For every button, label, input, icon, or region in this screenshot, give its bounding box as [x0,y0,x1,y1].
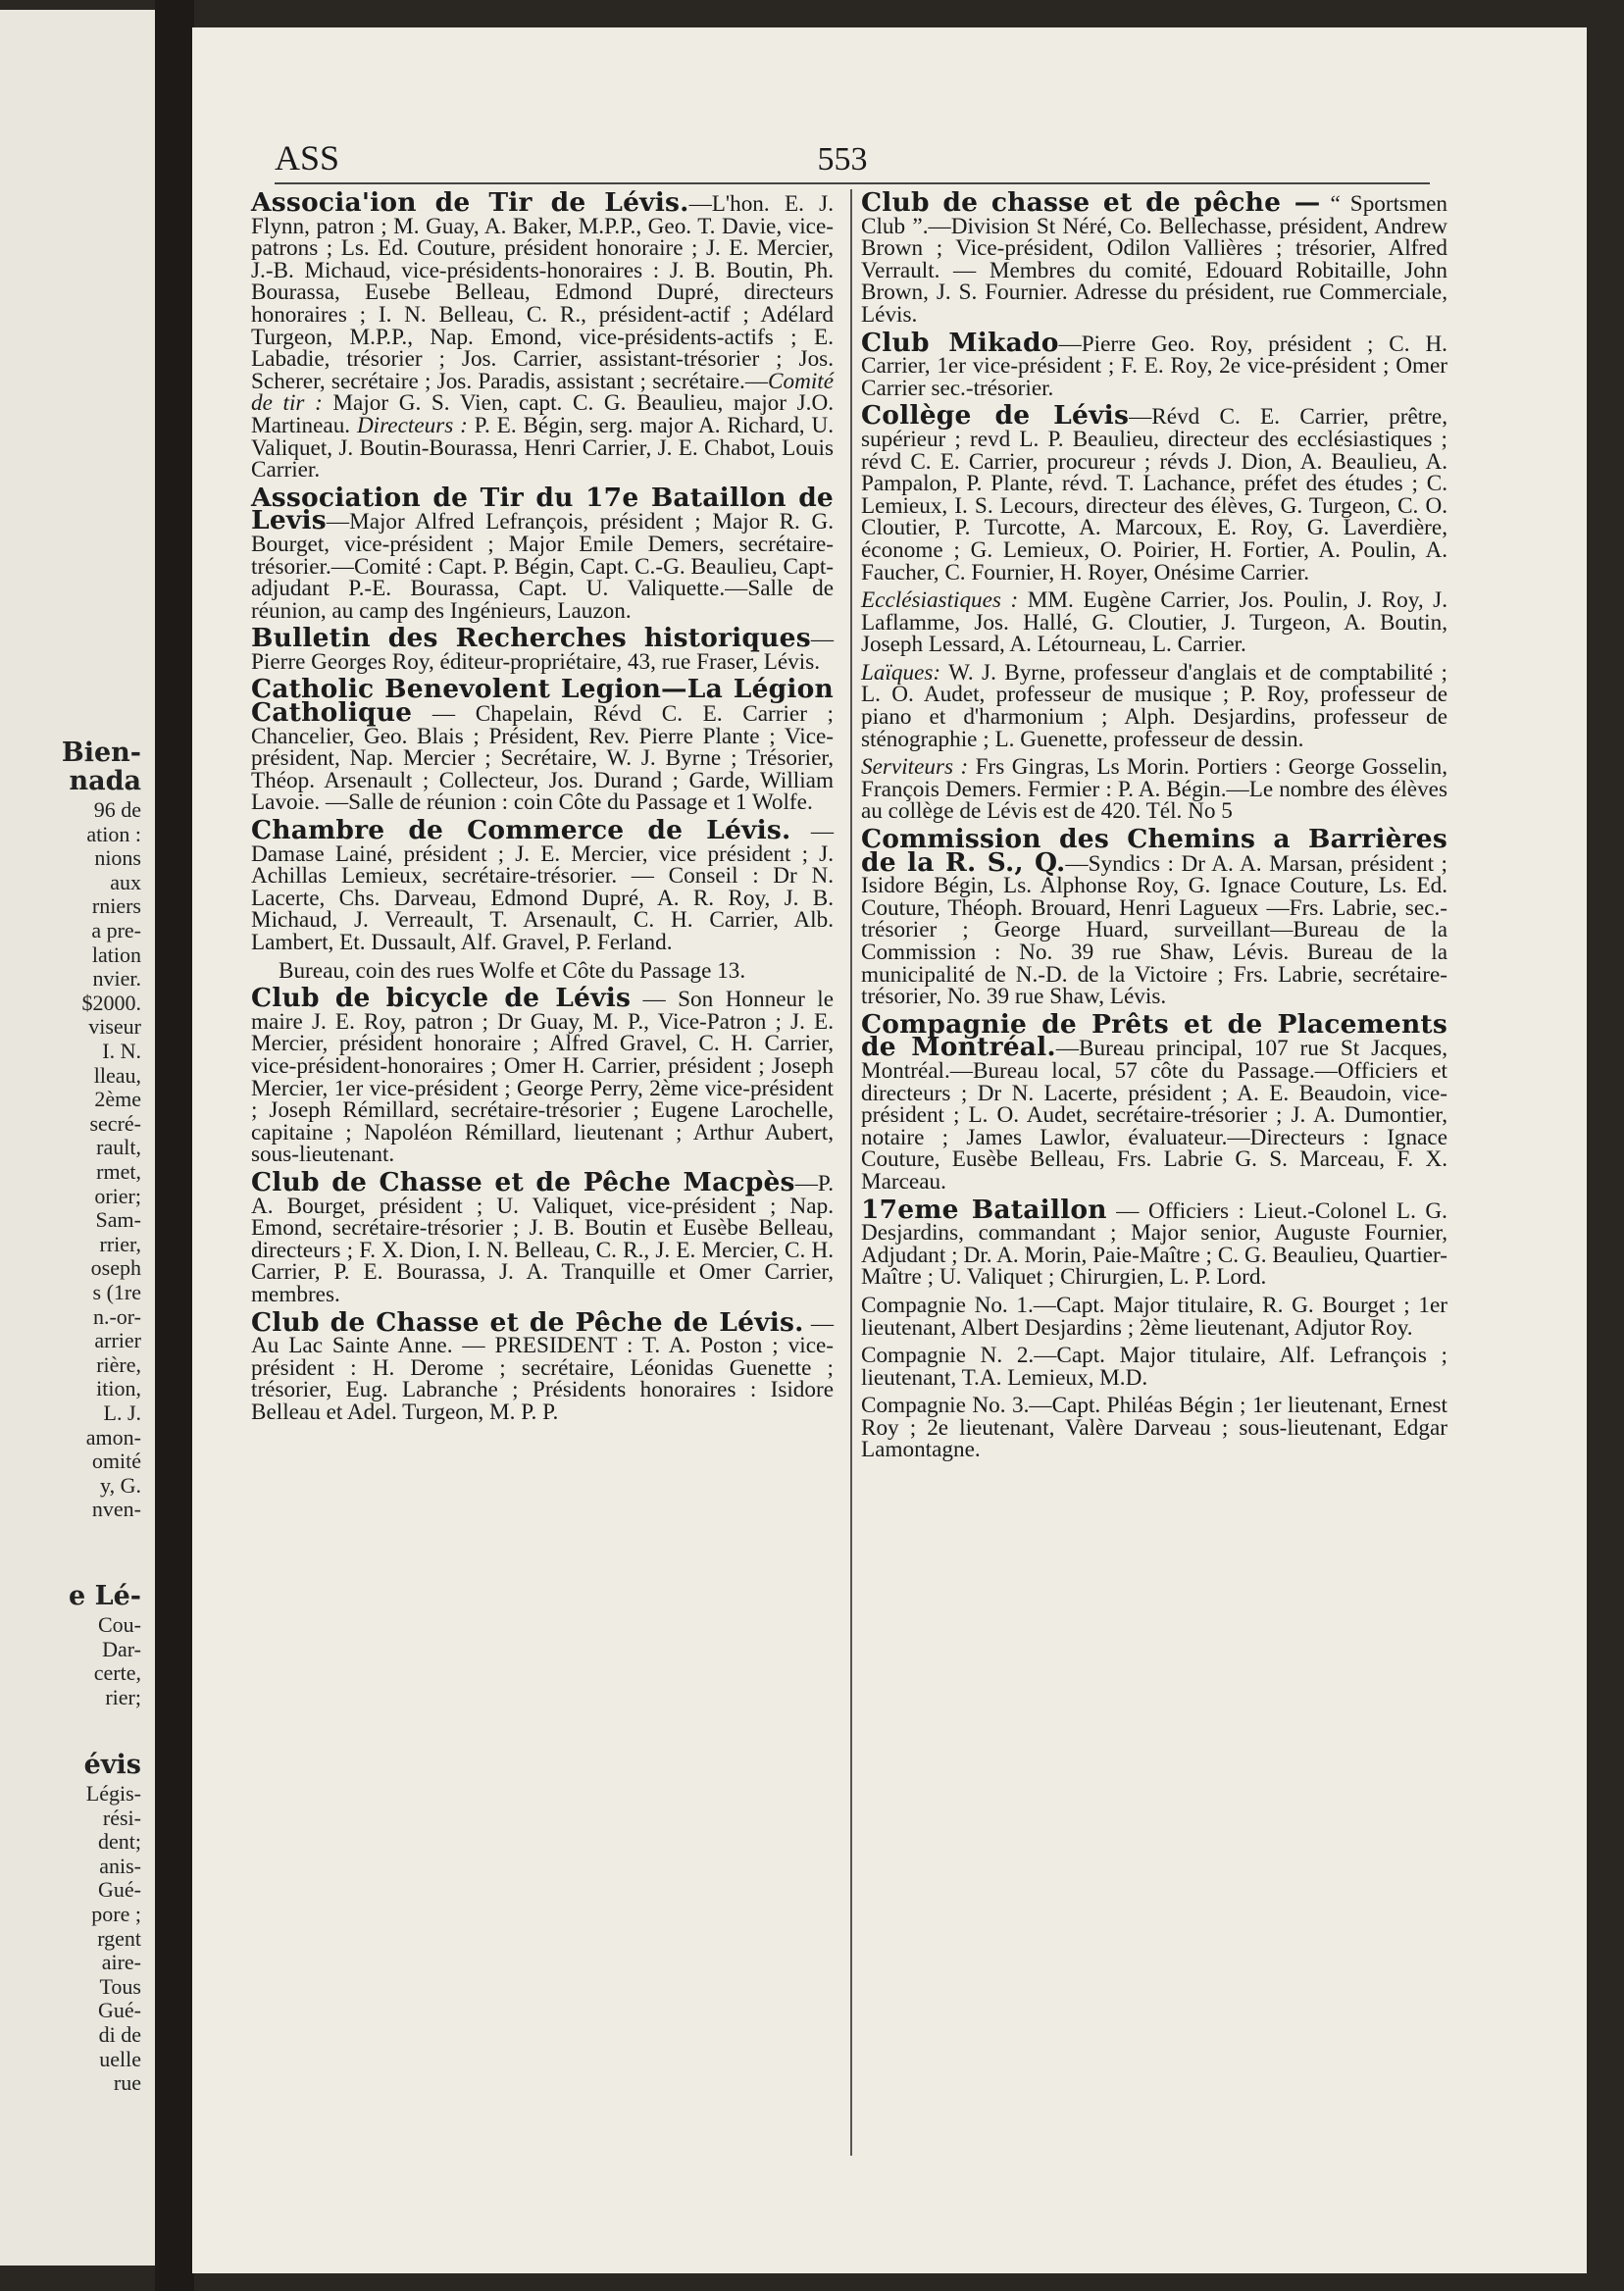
facing-page-fragment: ation : [86,821,141,846]
directory-entry [861,824,1447,1010]
facing-page-fragment: e Lé- [69,1581,141,1611]
entry-subheading: Directeurs : [356,412,468,438]
entry-heading: Chambre de Commerce de Lévis. [251,815,791,846]
running-head: ASS [275,138,340,178]
entry-text: Compagnie N. 2.—Capt. Major titulaire, Alf. Lefrançois ; lieutenant, T.A. Lemieux, M.D. [861,1343,1447,1391]
entry-subheading: Serviteurs : [861,754,969,781]
facing-page-fragment: nvier. [92,966,141,992]
facing-page-fragment: dent; [98,1829,141,1855]
directory-entry [861,1292,1447,1341]
facing-page-fragment: 96 de [93,797,141,822]
entry-heading: Compagnie de Prêts et de Placements de Montréal. [861,1008,1447,1063]
facing-page-fragment: ition, [96,1376,141,1401]
facing-page-fragment: anis- [99,1853,141,1878]
facing-page-fragment: rière, [96,1351,141,1377]
facing-page-fragment: Sam- [95,1207,141,1233]
facing-page-fragment: certe, [93,1660,141,1686]
facing-page-fragment: I. N. [102,1039,141,1063]
entry-text: — Chapelain, Révd C. E. Carrier ; Chancelier, Geo. Blais ; Président, Rev. Pierre Plante ; Vice-président, Nap. Mercier ; Secrétaire, W. J. Byrne ; Trésorier, Théop. Arsenault ; Collecteur, Jos. Durand ; Garde, William Lavoie. —Salle de réunion : coin Côte du Passage et 1 Wolfe. [251,701,834,816]
facing-page-fragment: rgent [97,1925,141,1951]
facing-page-fragment: uelle [99,2046,141,2071]
facing-page-fragment: arrier [94,1328,141,1353]
facing-page-fragment: oseph [90,1255,141,1281]
facing-page-fragment: Dar- [102,1636,141,1661]
directory-entry [251,623,834,675]
entry-text: —P. A. Bourget, président ; U. Valiquet, vice-président ; Nap. Emond, secrétaire-trésorier ; J. B. Boutin et Eusèbe Belleau, directeurs ; F. X. Dion, I. N. Belleau, C. R., J. E. Mercier, C. H. Carrier, P. E. Bourassa, J. A. Tranquille et Omer Carrier, membres. [251,1170,834,1307]
facing-page-fragment: lation [91,942,141,967]
facing-page-fragment: aire- [101,1950,141,1975]
entry-text: —Révd C. E. Carrier, prêtre, supérieur ; revd L. P. Beaulieu, directeur des ecclésiastiques ; révd C. E. Carrier, procureur ; révds J. Dion, A. Beaulieu, A. Pampalon, P. Plante, révd. T. Lachance, préfet des études ; C. Lemieux, I. S. Lecours, directeur des élèves, G. Turgeon, C. O. Cloutier, P. Turcotte, A. Marcoux, E. Roy, G. Laverdière, économe ; G. Lemieux, O. Poirier, H. Fortier, A. Poulin, A. Faucher, C. Fournier, H. Royer, Onésime Carrier. [861,404,1447,585]
entry-heading: 17eme Bataillon [861,1194,1107,1225]
entry-heading: Club de bicycle de Lévis [251,983,632,1014]
directory-entry-note [251,957,834,984]
directory-entry [861,589,1447,656]
directory-entry [251,187,835,484]
entry-subheading: Comité de tir : [251,368,834,417]
facing-page-fragment: $2000. [81,990,141,1015]
left-column [251,187,835,1429]
facing-page-fragment: y, G. [100,1472,141,1498]
facing-page-fragment: Gué- [98,1998,141,2023]
column-divider [850,189,852,2156]
facing-page-fragment: lleau, [93,1062,141,1088]
entry-heading: Club de Chasse et de Pêche de Lévis. [251,1306,804,1338]
entry-heading: Club de chasse et de pêche — [861,187,1321,218]
directory-entry [861,1395,1447,1461]
facing-page-fragment: orier; [94,1183,141,1208]
facing-page-fragment: évis [83,1750,141,1780]
header-rule [275,182,1430,184]
facing-page-fragment: di de [98,2022,141,2047]
facing-page-edge [0,10,155,2266]
entry-text: —Major Alfred Lefrançois, président ; Major R. G. Bourget, vice-président ; Major Emile Demers, secrétaire-trésorier.—Comité : Capt. P. Bégin, Capt. C.-G. Beaulieu, Capt-adjudant P.-E. Bourassa, Capt. U. Valiquette.—Salle de réunion, au camp des Ingénieurs, Lauzon. [251,509,834,624]
facing-page-fragment: rault, [96,1135,141,1160]
directory-entry [861,1194,1447,1291]
facing-page-fragment: rue [113,2070,141,2096]
facing-page-fragment: viseur [88,1014,141,1040]
facing-page-fragment: 2ème [94,1087,141,1112]
page-number: 553 [817,141,868,178]
entry-text: —Syndics : Dr A. A. Marsan, président ; Isidore Bégin, Ls. Alphonse Roy, G. Ignace Couture, Ls. Ed. Couture, Théoph. Brouard, Henri Lagueux —Frs. Labrie, sec.-trésorier ; George Huard, surveillant—Bureau de la Commission : No. 39 rue Shaw, Lévis. Bureau de la municipalité de N.-D. de la Victoire ; Frs. Labrie, secrétaire-trésorier, No. 39 rue Shaw, Lévis. [861,850,1447,1010]
directory-entry [251,815,835,955]
facing-page-fragment: aux [110,869,141,894]
entry-heading: Associa'ion de Tir de Lévis. [251,187,689,218]
facing-page-fragment: Légis- [85,1781,141,1806]
facing-page-fragment: omité [91,1449,141,1474]
entry-text: —Bureau principal, 107 rue St Jacques, Montréal.—Bureau local, 57 côte du Passage.—Officiers et directeurs ; Dr N. Lacerte, président ; A. E. Beaudoin, vice-président ; L. O. Audet, secrétaire-trésorier ; J. A. Dumontier, notaire ; James Lawlor, évaluateur.—Directeurs : Ignace Couture, Eusèbe Belleau, Frs. Labrie G. S. Marceau, F. X. Marceau. [861,1036,1447,1195]
directory-entry [251,1166,834,1307]
entry-heading: Bulletin des Recherches historiques [251,623,811,654]
entry-text: — Son Honneur le maire J. E. Roy, patron ; Dr Guay, M. P., Vice-Patron ; J. E. Mercier, président honoraire ; Alfred Gravel, C. H. Carrier, vice-président-honoraires ; Omer H. Carrier, président ; Joseph Mercier, 1er vice-président ; George Perry, 2ème vice-président ; Joseph Rémillard, secrétaire-trésorier ; Eugene Larochelle, capitaine ; Napoléon Rémillard, lieutenant ; Arthur Aubert, sous-lieutenant. [251,987,834,1168]
entry-heading: Club de Chasse et de Pêche Macpès [251,1166,795,1197]
facing-page-fragment: Tous [99,1973,141,1999]
directory-entry [861,1008,1447,1195]
entry-heading: Club Mikado [861,327,1059,358]
directory-entry [861,659,1447,752]
directory-page [192,27,1587,2273]
entry-text: Bureau, coin des rues Wolfe et Côte du Passage 13. [279,957,746,984]
right-column [861,187,1448,1467]
entry-text: Compagnie No. 1.—Capt. Major titulaire, R. G. Bourget ; 1er lieutenant, Albert Desjardins ; 2ème lieutenant, Adjutor Roy. [861,1292,1447,1341]
page-header [275,137,1410,177]
entry-text: — Au Lac Sainte Anne. — PRESIDENT : T. A. Poston ; vice-président : H. Derome ; secrétaire, Léonidas Guenette ; trésorier, Eug. Labranche ; Présidents honoraires : Isidore Belleau et Adel. Turgeon, M. P. P. [251,1310,835,1425]
entry-text: MM. Eugène Carrier, Jos. Poulin, J. Roy, J. Laflamme, Jos. Hallé, G. Cloutier, J. Turgeon, A. Boutin, Joseph Lessard, A. Létourneau, L. Carrier. [861,587,1447,658]
directory-entry [251,674,834,816]
facing-page-fragment: rési- [102,1805,141,1830]
facing-page-fragment: s (1re [92,1280,141,1304]
facing-page-fragment: rier; [105,1684,141,1709]
facing-page-fragment: rrier, [99,1231,141,1256]
facing-page-fragment: n.-or- [92,1303,141,1329]
entry-heading: Association de Tir du 17e Bataillon de Levis [251,482,834,536]
facing-page-fragment: Bien- [61,738,141,768]
facing-page-fragment: nven- [91,1497,141,1522]
entry-text: W. J. Byrne, professeur d'anglais et de comptabilité ; L. O. Audet, professeur de musique ; P. Roy, professeur de piano et d'harmonium ; Alph. Desjardins, professeur de sténographie ; L. Guenette, professeur de dessin. [861,659,1447,752]
facing-page-fragment: secré- [89,1110,141,1136]
directory-entry [861,756,1447,823]
entry-text: P. E. Bégin, serg. major A. Richard, U. Valiquet, J. Boutin-Bourassa, Henri Carrier, J. E. Chabot, Louis Carrier. [251,412,834,484]
directory-entry [251,1306,835,1425]
entry-heading: Collège de Lévis [861,400,1130,432]
facing-page-fragment: amon- [85,1424,141,1450]
entry-text: —Pierre Georges Roy, éditeur-propriétaire, 43, rue Fraser, Lévis. [251,627,834,675]
entry-heading: Catholic Benevolent Legion—La Légion Catholique [251,674,834,729]
entry-text: Frs Gingras, Ls Morin. Portiers : George Gosselin, François Demers. Fermier : P. A. Bégin.—Le nombre des élèves au collège de Lévis est de 420. Tél. No 5 [861,754,1447,825]
directory-entry [251,482,834,624]
facing-page-fragment: L. J. [103,1400,141,1425]
directory-entry [861,187,1448,328]
facing-page-fragment: rniers [91,893,141,919]
entry-text: Compagnie No. 3.—Capt. Philéas Bégin ; 1er lieutenant, Ernest Roy ; 2e lieutenant, Valère Darveau ; sous-lieutenant, Edgar Lamontagne. [861,1393,1447,1463]
directory-entry [861,327,1447,401]
facing-page-fragment: Gué- [98,1877,141,1903]
facing-page-fragment: nions [94,845,141,871]
entry-text: “ Sportsmen Club ”.—Division St Néré, Co. Bellechasse, président, Andrew Brown ; Vice-président, Odilon Vallières ; trésorier, Alfred Verrault. — Membres du comité, Edouard Robitaille, John Brown, J. S. Fournier. Adresse du président, rue Commerciale, Lévis. [861,191,1448,328]
entry-heading: Commission des Chemins a Barrières de la R. S., Q. [861,824,1447,878]
directory-entry [251,983,834,1168]
entry-text: Major G. S. Vien, capt. C. G. Beaulieu, major J.O. Martineau. [251,390,835,438]
facing-page-fragment: rmet, [96,1159,141,1184]
entry-text: —L'hon. E. J. Flynn, patron ; M. Guay, A. Baker, M.P.P., Geo. T. Davie, vice-patrons ; Ls. Ed. Couture, président honoraire ; J. E. Mercier, J.-B. Michaud, vice-présidents-honoraires : J. B. Boutin, Ph. Bourassa, Eusebe Belleau, Edmond Dupré, directeurs honoraires ; I. N. Belleau, C. R., président-actif ; Adélard Turgeon, M.P.P., Nap. Emond, vice-présidents-actifs ; E. Labadie, trésorier ; Jos. Carrier, assistant-trésorier ; Jos. Scherer, secrétaire ; Jos. Paradis, assistant ; secrétaire.— [251,191,834,394]
entry-text: —Pierre Geo. Roy, président ; C. H. Carrier, 1er vice-président ; F. E. Roy, 2e vice-président ; Omer Carrier sec.-trésorier. [861,331,1447,401]
facing-page-fragment: nada [69,766,141,796]
entry-text: — Officiers : Lieut.-Colonel L. G. Desjardins, commandant ; Major senior, Auguste Fournier, Adjudant ; Dr. A. Morin, Paie-Maître ; C. G. Beaulieu, Quartier-Maître ; U. Valiquet ; Chirurgien, L. P. Lord. [861,1197,1447,1291]
entry-text: —Damase Lainé, président ; J. E. Mercier, vice président ; J. Achillas Lemieux, secrétaire-trésorier. — Conseil : Dr N. Lacerte, Chs. Darveau, Edmond Dupré, A. R. Roy, J. B. Michaud, J. Verreault, T. Arsenault, C. H. Carrier, Alb. Lambert, Et. Dussault, Alf. Gravel, P. Ferland. [251,819,835,955]
entry-subheading: Ecclésiastiques : [861,587,1019,614]
directory-entry [861,1345,1447,1389]
directory-entry [861,400,1447,585]
facing-page-fragment: pore ; [91,1902,141,1926]
facing-page-fragment: a pre- [91,918,141,942]
book-gutter [155,0,194,2291]
entry-subheading: Laïques: [861,659,941,686]
facing-page-fragment: Cou- [98,1612,141,1637]
